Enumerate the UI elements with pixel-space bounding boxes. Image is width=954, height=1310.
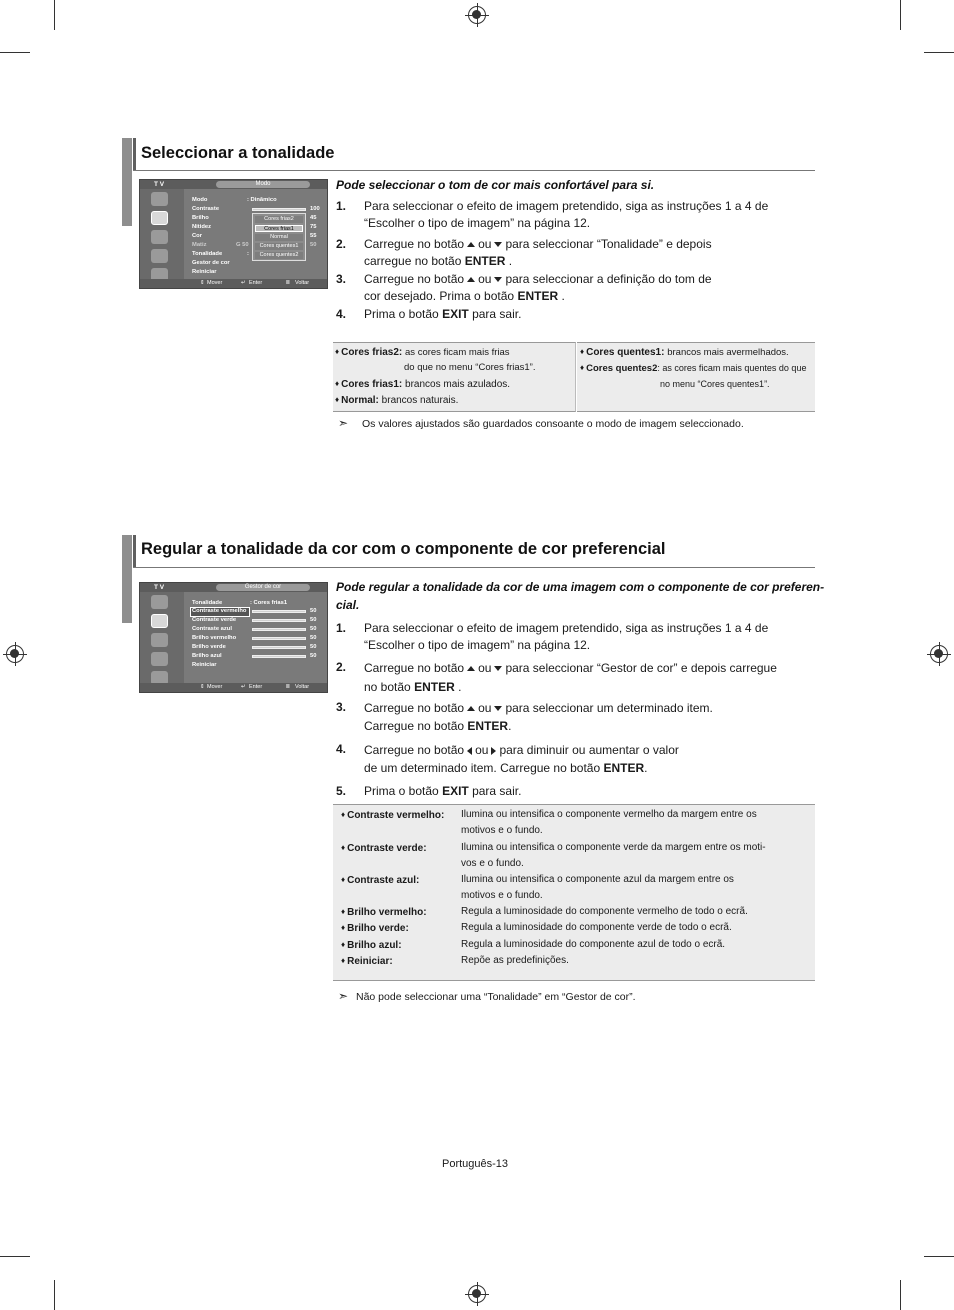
step-text-part: Prima o botão xyxy=(364,307,439,321)
step-number: 1. xyxy=(336,621,347,635)
bullet-icon: ♦ xyxy=(341,940,346,949)
up-arrow-icon xyxy=(467,666,475,671)
button-name: ENTER xyxy=(414,680,455,694)
info-text: brancos naturais. xyxy=(381,395,459,406)
section-bar xyxy=(133,138,136,170)
move-icon: ⇕ xyxy=(200,684,205,690)
osd-slider xyxy=(252,208,306,211)
crop-mark xyxy=(900,0,901,30)
osd-row-label: Brilho azul xyxy=(192,653,222,659)
table-desc: Regula a luminosidade do componente vermelho de todo o ecrã. xyxy=(461,906,748,917)
step-text-part: Carregue no botão xyxy=(364,719,465,733)
osd-row-value: 75 xyxy=(310,224,317,230)
bullet-icon: ♦ xyxy=(341,843,346,852)
picture-menu-icon xyxy=(151,211,168,225)
enter-icon: ↵ xyxy=(241,684,246,690)
step-number: 3. xyxy=(336,272,347,286)
step-text xyxy=(364,198,768,232)
osd-slider xyxy=(252,637,306,640)
table-row xyxy=(341,840,427,857)
osd-tv-label: T V xyxy=(154,584,165,591)
table-desc-line: motivos e o fundo. xyxy=(461,825,543,836)
step-text-part: Carregue no botão xyxy=(364,661,465,675)
bullet-icon: ♦ xyxy=(335,395,340,404)
picture-icon xyxy=(151,192,168,206)
osd-footer xyxy=(140,683,327,692)
osd-row-label: Reiniciar xyxy=(192,662,217,668)
button-name: EXIT xyxy=(442,307,469,321)
step-text xyxy=(364,236,712,270)
button-name: ENTER xyxy=(517,289,559,303)
step-text-part: para diminuir ou aumentar o valor xyxy=(499,743,679,757)
bullet-icon: ♦ xyxy=(341,956,346,965)
step-text-part: no botão xyxy=(364,680,411,694)
table-row xyxy=(341,953,393,970)
section-title: Regular a tonalidade da cor com o componente de cor preferencial xyxy=(141,540,666,558)
info-label: Cores quentes2 xyxy=(586,363,658,374)
step-text-part: carregue no botão xyxy=(364,254,462,268)
step-number: 4. xyxy=(336,307,347,321)
bullet-icon: ♦ xyxy=(580,363,585,372)
osd-footer-move: Mover xyxy=(207,280,223,286)
section-rule xyxy=(133,567,815,568)
osd-row-label: Tonalidade xyxy=(192,251,223,257)
crop-mark xyxy=(0,52,30,53)
step-text xyxy=(364,699,713,735)
crop-mark xyxy=(0,1256,30,1257)
osd-row-value: 50 xyxy=(310,653,317,659)
button-name: ENTER xyxy=(467,719,509,733)
section-bar xyxy=(133,535,136,567)
step-text xyxy=(364,659,777,697)
step-text-part: . xyxy=(561,289,565,303)
button-name: EXIT xyxy=(442,784,469,798)
sound-icon xyxy=(151,633,168,647)
osd-row-value: : xyxy=(247,251,249,257)
step-text-part: cor desejado. Prima o botão xyxy=(364,289,515,303)
osd-tab: Gestor de cor xyxy=(216,584,310,591)
osd-slider xyxy=(252,628,306,631)
table-row xyxy=(341,872,419,889)
step-text-part: . xyxy=(644,761,648,775)
right-arrow-icon xyxy=(491,747,496,755)
registration-mark-icon xyxy=(6,645,24,663)
crop-mark xyxy=(924,52,954,53)
osd-row-label: Brilho vermelho xyxy=(192,635,237,641)
crop-mark xyxy=(54,0,55,30)
section-intro: cial. xyxy=(336,598,360,612)
step-text-part: para sair. xyxy=(472,307,522,321)
table-desc-line: vos e o fundo. xyxy=(461,858,524,869)
osd-option: Cores quentes1 xyxy=(255,243,303,250)
channel-icon xyxy=(151,249,168,263)
table-desc: Regula a luminosidade do componente verde de todo o ecrã. xyxy=(461,922,732,933)
osd-row-label: Matiz xyxy=(192,242,207,248)
table-label: Contraste vermelho: xyxy=(347,810,445,821)
note-arrow-icon: ➣ xyxy=(338,989,349,1003)
step-text-part: para seleccionar “Gestor de cor” e depois carregue xyxy=(505,661,777,675)
step-number: 3. xyxy=(336,700,347,714)
down-arrow-icon xyxy=(494,706,502,711)
page-footer: Português-13 xyxy=(442,1158,509,1170)
step-line: “Escolher o tipo de imagem” na página 12. xyxy=(364,638,591,652)
bullet-icon: ♦ xyxy=(335,379,340,388)
osd-tv-label: T V xyxy=(154,181,165,188)
info-label: Normal: xyxy=(341,395,379,406)
table-label: Brilho azul: xyxy=(347,940,402,951)
section-intro: Pode seleccionar o tom de cor mais confortável para si. xyxy=(336,178,655,192)
down-arrow-icon xyxy=(494,666,502,671)
step-text-part: . xyxy=(508,254,513,268)
osd-footer-enter: Enter xyxy=(249,684,263,690)
step-line: Para seleccionar o efeito de imagem pretendido, siga as instruções 1 a 4 de xyxy=(364,199,769,213)
info-item xyxy=(335,376,510,393)
step-text xyxy=(364,783,521,800)
osd-slider xyxy=(252,619,306,622)
step-line: Para seleccionar o efeito de imagem pretendido, siga as instruções 1 a 4 de xyxy=(364,621,769,635)
crop-mark xyxy=(924,1256,954,1257)
table-row xyxy=(341,807,444,824)
info-label: Cores frias2: xyxy=(341,347,403,358)
osd-sidebar xyxy=(140,592,184,683)
info-item: do que no menu “Cores frias1”. xyxy=(404,362,536,373)
info-text: as cores ficam mais frias xyxy=(405,347,510,358)
section-title: Seleccionar a tonalidade xyxy=(141,144,335,162)
section-bar xyxy=(122,138,132,226)
osd-row-value: 50 xyxy=(310,626,317,632)
osd-row-label: Contraste verde xyxy=(192,617,237,623)
enter-icon: ↵ xyxy=(241,280,246,286)
osd-option: Cores quentes2 xyxy=(255,252,303,259)
table-label: Reiniciar: xyxy=(347,956,393,967)
step-text-part: ou xyxy=(475,743,489,757)
step-text-part: para seleccionar um determinado item. xyxy=(505,701,713,715)
step-text-part: de um determinado item. Carregue no botão xyxy=(364,761,601,775)
osd-row-value: : Dinâmico xyxy=(247,197,277,203)
left-arrow-icon xyxy=(467,747,472,755)
osd-row-value: 55 xyxy=(310,233,317,239)
tv-osd-tonalidade xyxy=(139,179,328,289)
note-text: Os valores ajustados são guardados consoante o modo de imagem seleccionado. xyxy=(362,418,744,430)
osd-row-label: Reiniciar xyxy=(192,269,217,275)
table-desc-line: Ilumina ou intensifica o componente vermelho da margem entre os xyxy=(461,809,757,820)
osd-slider xyxy=(252,646,306,649)
step-text-part: Carregue no botão xyxy=(364,701,465,715)
step-text-part: para seleccionar “Tonalidade” e depois xyxy=(505,237,712,251)
osd-row-label: Brilho xyxy=(192,215,209,221)
table-desc-line: Ilumina ou intensifica o componente verde da margem entre os moti- xyxy=(461,842,766,853)
osd-dropdown xyxy=(252,213,306,261)
step-text xyxy=(364,620,768,654)
osd-row-value: 50 xyxy=(310,635,317,641)
bullet-icon: ♦ xyxy=(580,347,585,356)
osd-option-selected: Cores frias1 xyxy=(255,225,303,232)
step-text xyxy=(364,306,521,323)
crop-mark xyxy=(54,1280,55,1310)
move-icon: ⇕ xyxy=(200,280,205,286)
up-arrow-icon xyxy=(467,706,475,711)
step-text-part: Prima o botão xyxy=(364,784,439,798)
info-text: brancos mais azulados. xyxy=(405,379,511,390)
channel-icon xyxy=(151,652,168,666)
table-desc: Repõe as predefinições. xyxy=(461,955,569,966)
up-arrow-icon xyxy=(467,242,475,247)
osd-row-value: 50 xyxy=(310,242,317,248)
osd-footer-back: Voltar xyxy=(295,684,310,690)
osd-row-value: 50 xyxy=(310,608,317,614)
osd-row-value: 50 xyxy=(310,644,317,650)
step-number: 5. xyxy=(336,784,347,798)
down-arrow-icon xyxy=(494,277,502,282)
back-icon: Ⅲ xyxy=(286,684,290,690)
info-item xyxy=(580,344,789,361)
step-text-part: ou xyxy=(478,237,492,251)
info-item xyxy=(335,344,510,361)
table-desc xyxy=(461,807,757,839)
bullet-icon: ♦ xyxy=(341,875,346,884)
info-item xyxy=(335,392,458,409)
table-row xyxy=(341,937,402,954)
step-text-part: para seleccionar a definição do tom de xyxy=(505,272,712,286)
table-desc xyxy=(461,872,734,904)
bullet-icon: ♦ xyxy=(341,923,346,932)
osd-row-label: Contraste xyxy=(192,206,220,212)
osd-row-value: G 50 xyxy=(236,242,249,248)
step-text-part: Carregue no botão xyxy=(364,272,465,286)
osd-sidebar xyxy=(140,189,184,279)
tv-osd-gestor-de-cor xyxy=(139,582,328,693)
step-text-part: . xyxy=(458,680,462,694)
osd-row-value: 50 xyxy=(310,617,317,623)
osd-slider xyxy=(252,655,306,658)
table-label: Contraste verde: xyxy=(347,843,427,854)
table-label: Brilho verde: xyxy=(347,923,409,934)
osd-footer-move: Mover xyxy=(207,684,223,690)
step-text-part: ou xyxy=(478,701,492,715)
osd-row-label: Gestor de cor xyxy=(192,260,230,266)
osd-tab: Modo xyxy=(216,181,310,188)
table-desc xyxy=(461,840,766,872)
info-label: Cores quentes1: xyxy=(586,347,665,358)
registration-mark-icon xyxy=(468,1285,486,1303)
picture-icon xyxy=(151,595,168,609)
down-arrow-icon xyxy=(494,242,502,247)
osd-row-label: Nitidez xyxy=(192,224,212,230)
osd-option: Normal xyxy=(255,234,303,241)
registration-mark-icon xyxy=(930,645,948,663)
step-text-part: Carregue no botão xyxy=(364,237,465,251)
up-arrow-icon xyxy=(467,277,475,282)
step-text xyxy=(364,271,712,305)
table-desc: Regula a luminosidade do componente azul de todo o ecrã. xyxy=(461,939,726,950)
step-text-part: ou xyxy=(478,661,492,675)
bullet-icon: ♦ xyxy=(341,907,346,916)
step-text-part: ou xyxy=(478,272,492,286)
table-row xyxy=(341,904,427,921)
step-text-part: para sair. xyxy=(472,784,522,798)
step-text xyxy=(364,741,679,777)
step-number: 4. xyxy=(336,742,347,756)
bullet-icon: ♦ xyxy=(341,810,346,819)
section-rule xyxy=(133,170,815,171)
info-label: Cores frias1: xyxy=(341,379,403,390)
button-name: ENTER xyxy=(603,761,645,775)
button-name: ENTER xyxy=(464,254,506,268)
osd-row-label: Tonalidade xyxy=(192,600,223,606)
note-text: Não pode seleccionar uma “Tonalidade” em “Gestor de cor”. xyxy=(356,991,636,1003)
osd-footer-enter: Enter xyxy=(249,280,263,286)
osd-row-value: 100 xyxy=(310,206,320,212)
step-number: 1. xyxy=(336,199,347,213)
picture-menu-icon xyxy=(151,614,168,628)
section-bar xyxy=(122,535,132,623)
step-text-part: . xyxy=(508,719,512,733)
osd-row-label: Cor xyxy=(192,233,202,239)
table-desc-line: Ilumina ou intensifica o componente azul da margem entre os xyxy=(461,874,734,885)
table-row xyxy=(341,920,409,937)
osd-row-value: : Cores frias1 xyxy=(250,600,288,606)
bullet-icon: ♦ xyxy=(335,347,340,356)
info-item xyxy=(580,360,806,377)
sound-icon xyxy=(151,230,168,244)
osd-option: Cores frias2 xyxy=(255,216,303,223)
osd-row-label: Brilho verde xyxy=(192,644,226,650)
info-text: brancos mais avermelhados. xyxy=(667,347,789,358)
crop-mark xyxy=(900,1280,901,1310)
table-desc-line: motivos e o fundo. xyxy=(461,890,543,901)
step-line: “Escolher o tipo de imagem” na página 12. xyxy=(364,216,591,230)
info-item: no menu “Cores quentes1”. xyxy=(660,379,770,389)
step-text-part: Carregue no botão xyxy=(364,743,465,757)
registration-mark-icon xyxy=(468,6,486,24)
osd-footer-back: Voltar xyxy=(295,280,310,286)
osd-row-label: Contraste vermelho xyxy=(192,608,247,614)
info-text: : as cores ficam mais quentes do que xyxy=(657,363,807,373)
osd-row-label: Contraste azul xyxy=(192,626,232,632)
osd-footer xyxy=(140,279,327,288)
step-number: 2. xyxy=(336,660,347,674)
osd-row-label: Modo xyxy=(192,197,208,203)
table-label: Brilho vermelho: xyxy=(347,907,427,918)
note-arrow-icon: ➣ xyxy=(338,416,349,430)
osd-slider xyxy=(252,610,306,613)
back-icon: Ⅲ xyxy=(286,280,290,286)
step-number: 2. xyxy=(336,237,347,251)
section-intro: Pode regular a tonalidade da cor de uma imagem com o componente de cor preferen- xyxy=(336,580,825,594)
osd-row-value: 45 xyxy=(310,215,317,221)
table-label: Contraste azul: xyxy=(347,875,420,886)
